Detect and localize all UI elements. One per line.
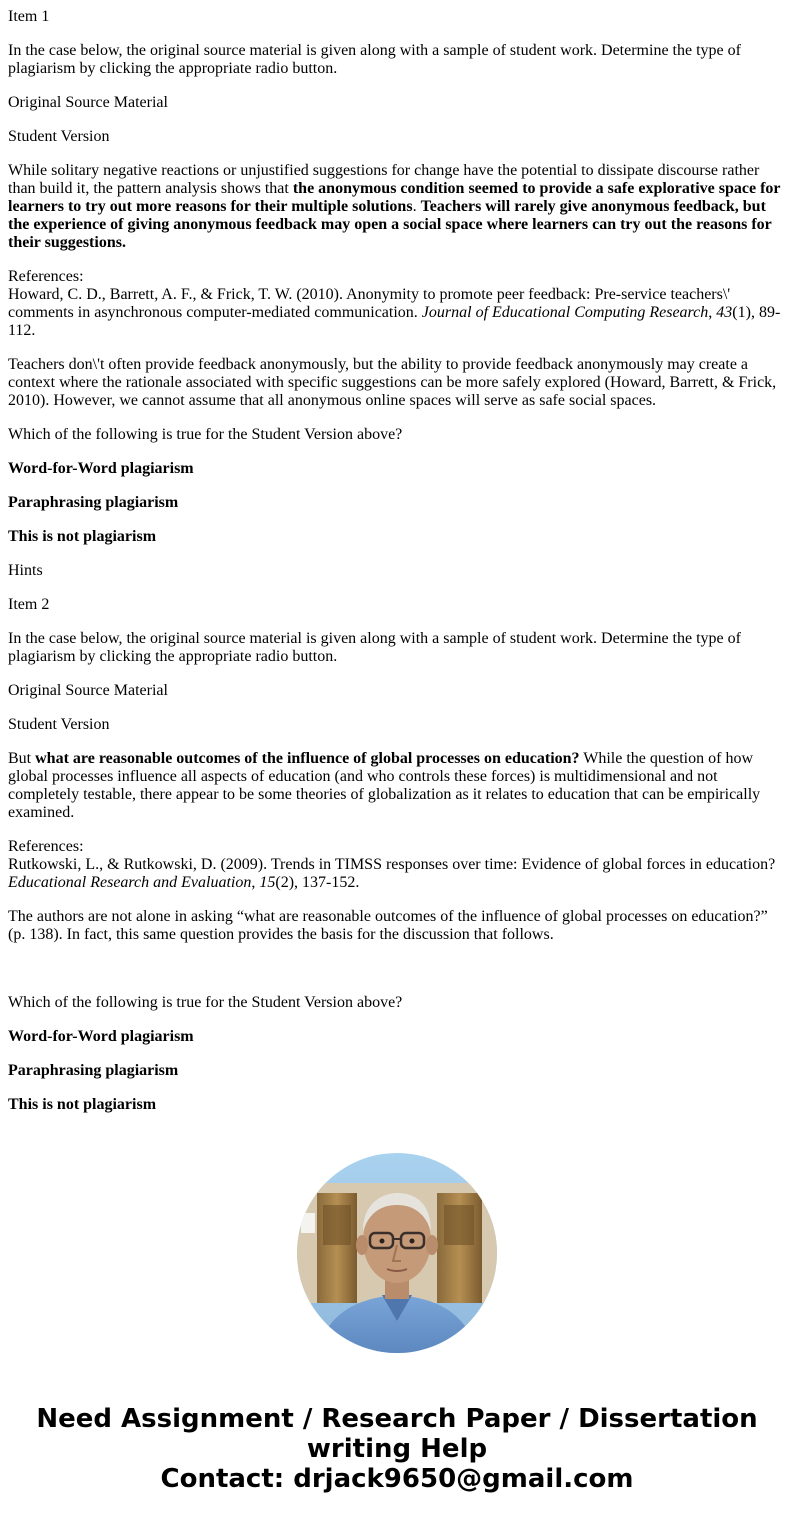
passage-text: While solitary negative reactions or unjustified suggestions for change have the potential to dissipate discourse rather than build it, the pattern analysis shows that xyxy=(8,162,760,197)
passage-bold-text: the anonymous condition seemed to provide a safe explorative space for learners to try out more reasons for their multiple solutions xyxy=(8,180,781,215)
item2-student-label: Student Version xyxy=(8,716,110,733)
citation-pages: (1), 89-112. xyxy=(8,304,781,339)
citation-text: Rutkowski, L., & Rutkowski, D. (2009). Trends in TIMSS responses over time: Evidence of global forces in education? xyxy=(8,856,776,873)
passage-text: . xyxy=(412,198,421,215)
item2-references: References: Rutkowski, L., & Rutkowski, D. (2009). Trends in TIMSS responses over time: Evidence of global forces in education? Educational Research and Evaluation, 15(2), 137-152. xyxy=(8,838,776,891)
item1-original-label: Original Source Material xyxy=(8,94,168,111)
item2-student-text: The authors are not alone in asking “what are reasonable outcomes of the influence of global processes on education?” (p. 138). In fact, this same question provides the basis for the discussion that follows. xyxy=(8,908,768,943)
item2-question: Which of the following is true for the Student Version above? xyxy=(8,994,403,1011)
contact-banner xyxy=(0,1404,794,1494)
citation-pages: (2), 137-152. xyxy=(275,874,360,891)
item1-hints-link[interactable]: Hints xyxy=(8,562,43,579)
item1-student-text: Teachers don\'t often provide feedback anonymously, but the ability to provide feedback anonymously may create a context where the rationale associated with specific suggestions can be more safely explored (Howard, Barrett, & Frick, 2010). However, we cannot assume that all anonymous online spaces will serve as safe social spaces. xyxy=(8,356,777,409)
item2-source-passage xyxy=(8,750,784,822)
item2-option-paraphrasing[interactable]: Paraphrasing plagiarism xyxy=(8,1062,179,1079)
item1-option-not-plagiarism[interactable]: This is not plagiarism xyxy=(8,528,157,545)
document-content xyxy=(8,8,784,1130)
item1-option-paraphrasing[interactable]: Paraphrasing plagiarism xyxy=(8,494,179,511)
passage-text: While the question of how global processes influence all aspects of education (and who controls these forces) is multidimensional and not completely testable, there appear to be some theories of globalization as it relates to education that can be empirically examined. xyxy=(8,750,761,821)
citation-text: Howard, C. D., Barrett, A. F., & Frick, T. W. (2010). Anonymity to promote peer feedback: Pre-service teachers\' comments in asynchronous computer-mediated communication. xyxy=(8,286,731,321)
item2-original-label: Original Source Material xyxy=(8,682,168,699)
item1-student-label: Student Version xyxy=(8,128,110,145)
references-label: References: xyxy=(8,838,84,855)
citation-volume: 43 xyxy=(716,304,733,321)
avatar xyxy=(297,1153,497,1353)
references-label: References: xyxy=(8,268,84,285)
citation-volume: 15 xyxy=(259,874,276,891)
item1-references: References: Howard, C. D., Barrett, A. F., & Frick, T. W. (2010). Anonymity to promote peer feedback: Pre-service teachers\' comments in asynchronous computer-mediated communication. Journal of Educational Computing Research, 43(1), 89-112. xyxy=(8,268,781,339)
item1-title: Item 1 xyxy=(8,8,50,25)
citation-journal: Educational Research and Evaluation xyxy=(8,874,252,891)
item2-option-not-plagiarism[interactable]: This is not plagiarism xyxy=(8,1096,157,1113)
passage-bold-text: Teachers will rarely give anonymous feedback, but the experience of giving anonymous feedback may open a social space where learners can try out the reasons for their suggestions. xyxy=(8,198,772,251)
portrait-image xyxy=(297,1153,497,1353)
item1-question: Which of the following is true for the Student Version above? xyxy=(8,426,403,443)
citation-journal: Journal of Educational Computing Research xyxy=(421,304,709,321)
spacer xyxy=(8,960,784,994)
passage-text: But xyxy=(8,750,36,767)
promo-line: Need Assignment / Research Paper / Dissertation xyxy=(36,1404,758,1434)
item1-option-word-for-word[interactable]: Word-for-Word plagiarism xyxy=(8,460,194,477)
item2-option-word-for-word[interactable]: Word-for-Word plagiarism xyxy=(8,1028,194,1045)
item2-instructions: In the case below, the original source material is given along with a sample of student work. Determine the type of plagiarism by clicking the appropriate radio button. xyxy=(8,630,741,665)
item1-instructions: In the case below, the original source material is given along with a sample of student work. Determine the type of plagiarism by clicking the appropriate radio button. xyxy=(8,42,741,77)
item1-source-passage xyxy=(8,162,784,252)
contact-email: Contact: drjack9650@gmail.com xyxy=(160,1464,634,1494)
promo-line: writing Help xyxy=(306,1434,488,1464)
item2-title: Item 2 xyxy=(8,596,50,613)
passage-bold-text: what are reasonable outcomes of the influence of global processes on education? xyxy=(35,750,580,767)
